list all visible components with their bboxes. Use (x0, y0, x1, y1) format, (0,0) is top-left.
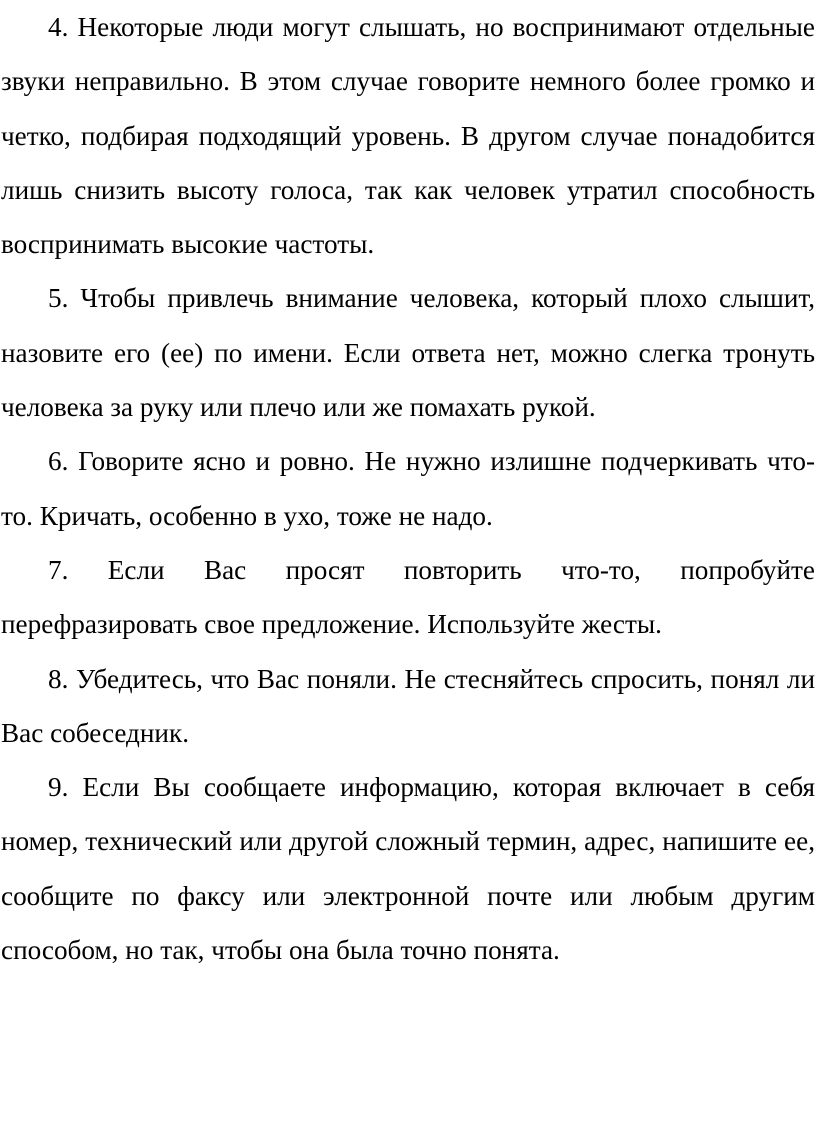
paragraph-item-8: 8. Убедитесь, что Вас поняли. Не стесняйтесь спросить, понял ли Вас собеседник. (1, 663, 815, 748)
paragraph-item-5: 5. Чтобы привлечь внимание человека, который плохо слышит, назовите его (ее) по имени. Если ответа нет, можно слегка тронуть человека за руку или плечо или же помахать рукой. (1, 283, 815, 423)
paragraph-item-9: 9. Если Вы сообщаете информацию, которая включает в себя номер, технический или другой сложный термин, адрес, напишите ее, сообщите по факсу или электронной почте или любым другим способом, но так, чтобы она была точно понята. (1, 772, 815, 966)
paragraph-item-7: 7. Если Вас просят повторить что-то, попробуйте перефразировать свое предложение. Используйте жесты. (1, 554, 815, 640)
paragraph-item-6: 6. Говорите ясно и ровно. Не нужно излишне подчеркивать что-то. Кричать, особенно в ухо, тоже не надо. (1, 446, 815, 531)
paragraph-item-4: 4. Некоторые люди могут слышать, но воспринимают отдельные звуки неправильно. В этом случае говорите немного более громко и четко, подбирая подходящий уровень. В другом случае понадобится лишь снизить высоту голоса, так как человек утратил способность воспринимать высокие частоты. (1, 12, 815, 260)
